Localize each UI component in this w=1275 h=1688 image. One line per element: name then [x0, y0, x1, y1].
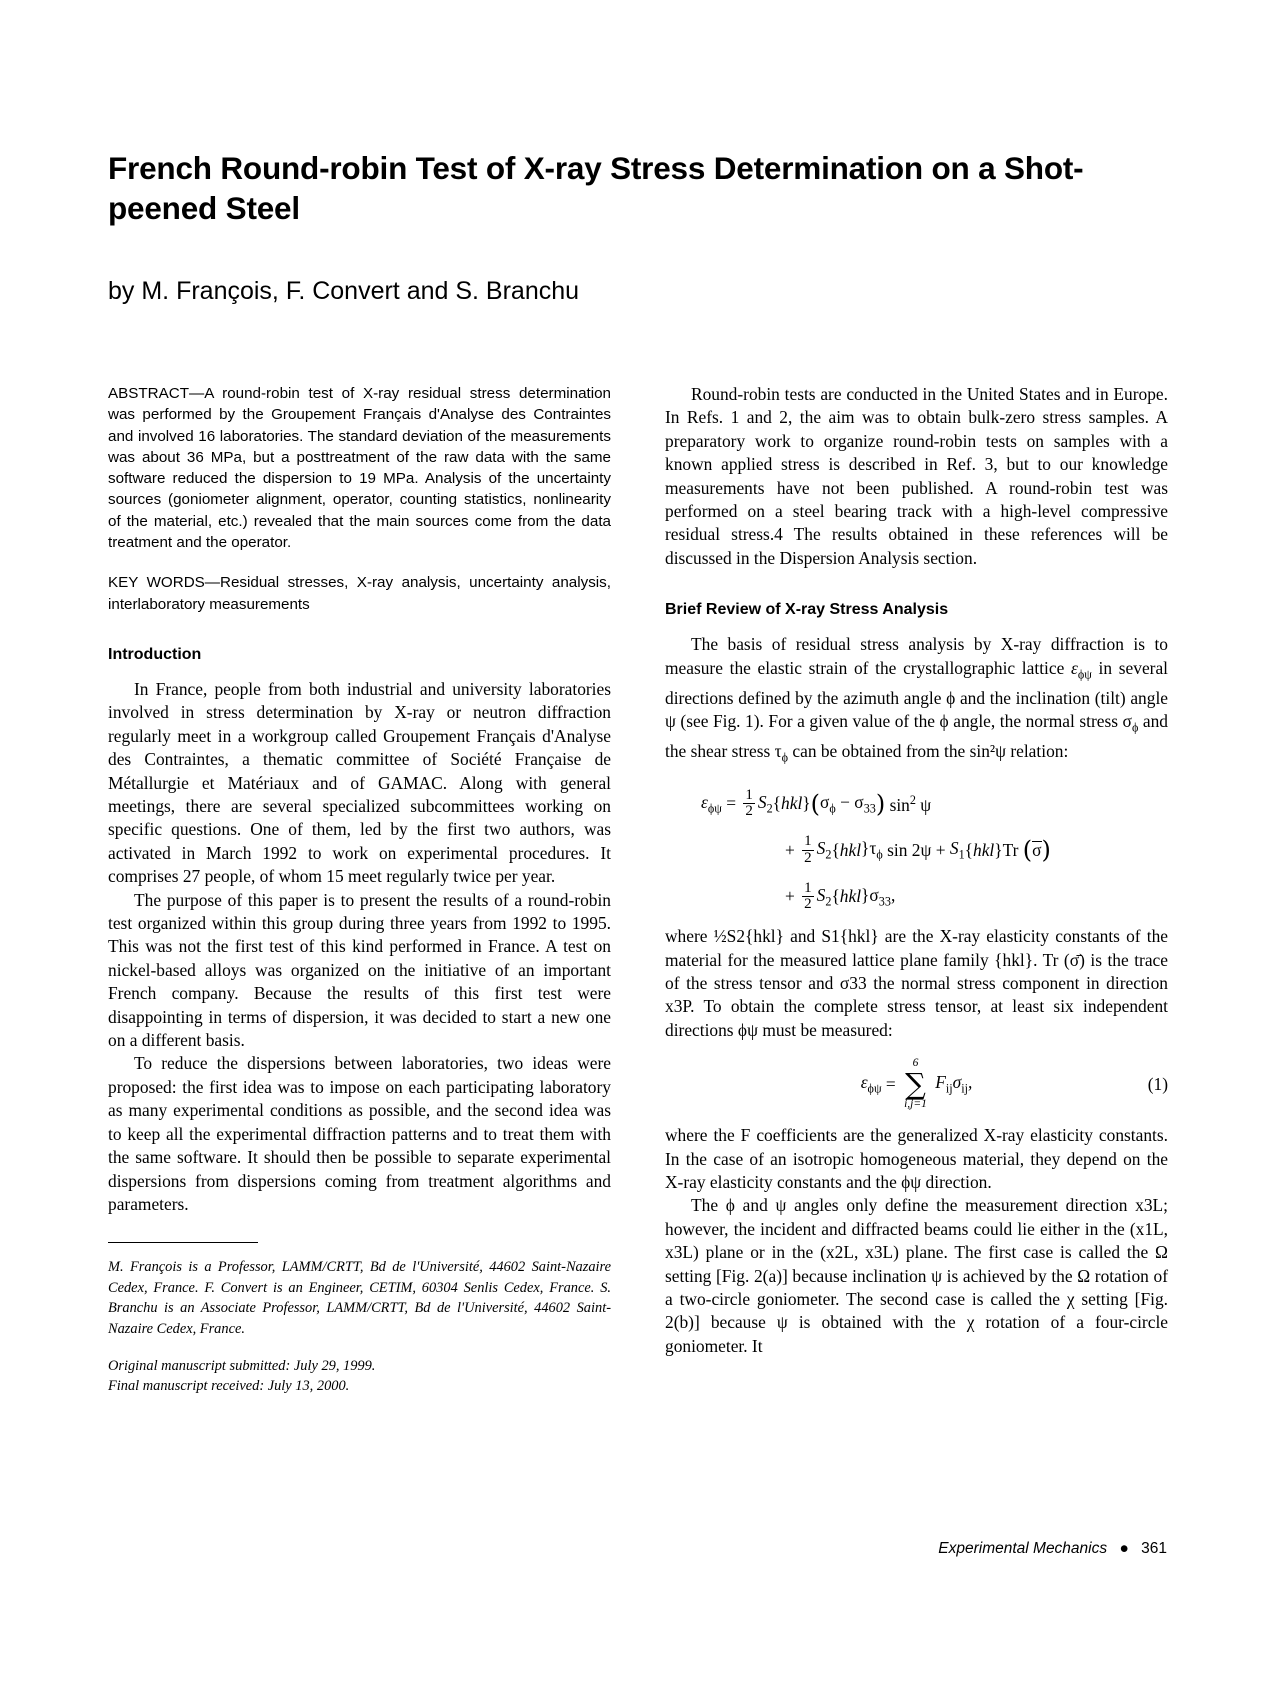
section-heading-introduction: Introduction: [108, 645, 202, 663]
intro-paragraph-2: The purpose of this paper is to present the results of a round-robin test organized within this group during three years from 1992 to 1995. This was not the first test of this kind performed in France. A test on nickel-based alloys was organized on the initiative of an important French company. Because the results of this first test were disappointing in terms of dispersion, it was decided to start a new one on a different basis.: [108, 889, 611, 1051]
footer-bullet-icon: ●: [1119, 1540, 1129, 1557]
sub-phi-2: ϕ: [781, 750, 789, 765]
keywords-paragraph: KEY WORDS—Residual stresses, X-ray analysis, uncertainty analysis, interlaboratory measurements: [108, 574, 611, 613]
last-paragraph: The ϕ and ψ angles only define the measurement direction x3L; however, the incident and diffracted beams could lie either in the (x1L, x3L) plane or in the (x2L, x3L) plane. The first case is called the Ω setting [Fig. 2(a)] because inclination ψ is achieved by the Ω rotation of a two-circle goniometer. The second case is called the χ setting [Fig. 2(b)] because ψ is obtained with the χ rotation of a four-circle goniometer. It: [665, 1195, 1168, 1356]
two-column-body: [108, 383, 1168, 1397]
author-byline: by M. François, F. Convert and S. Branchu: [108, 277, 580, 305]
footnote-divider: [108, 1242, 258, 1243]
review-text-b: in several directions defined by the azimuth angle ϕ and the inclination (tilt) angle ψ (see Fig. 1). For a given value of the ϕ angle, the normal stress σ: [665, 657, 1169, 731]
page-footer: [108, 1540, 1167, 1558]
equation-line-3: + $\frac{1}{2}$ $S_2$ { hkl }$\sigma_{33}$,: [785, 879, 896, 913]
intro-paragraph-1: In France, people from both industrial and university laboratories involved in stress determination by X-ray or neutron diffraction regularly meet in a workgroup called Groupement Français d'Analyse des Contraintes, a thematic committee of Société Française de Métallurgie et Matériaux and of GAMAC. Along with general meetings, there are several specialized subcommittees working on specific questions. One of them, led by the first two authors, was activated in March 1992 to work on experimental procedures. It comprises 27 people, of whom 15 meet regularly twice per year.: [108, 678, 611, 887]
right-paragraph-1: Round-robin tests are conducted in the United States and in Europe. In Refs. 1 and 2, the aim was to obtain bulk-zero stress samples. A preparatory work to organize round-robin tests on samples with a known applied stress is described in Ref. 3, but to our knowledge measurements have not been published. A round-robin test was performed on a steel bearing track with a high-level compressive residual stress.4 The results obtained in these references will be discussed in the Dispersion Analysis section.: [665, 384, 1168, 568]
right-column: [665, 383, 1168, 1397]
footnote-received: Final manuscript received: July 13, 2000.: [108, 1378, 350, 1395]
footnote-affiliation: M. François is a Professor, LAMM/CRTT, Bd de l'Université, 44602 Saint-Nazaire Cedex, France. F. Convert is an Engineer, CETIM, 60304 Senlis Cedex, France. S. Branchu is an Associate Professor, LAMM/CRTT, Bd de l'Université, 44602 Saint-Nazaire Cedex, France.: [108, 1259, 611, 1337]
equation-line-1: $\varepsilon_{\phi\psi}$ = $\frac{1}{2}$ $S_2$ { hkl } ( $\sigma_\phi - \sigma_{33}$ ) $\sin^2 \psi$: [701, 786, 932, 820]
page-content: [108, 148, 1168, 1397]
after-equation1-paragraph: where the F coefficients are the generalized X-ray elasticity constants. In the case of an isotropic homogeneous material, they depend on the X-ray elasticity constants and the ϕψ direction.: [665, 1125, 1168, 1193]
equation-1: $\varepsilon_{\phi\psi}$ = 6 ∑ i,j=1 $F_{ij}\sigma_{ij}$, (1): [860, 1057, 1168, 1110]
equation-number: (1): [1147, 1073, 1168, 1094]
footer-journal-name: Experimental Mechanics: [938, 1540, 1108, 1557]
intro-paragraph-3: To reduce the dispersions between laboratories, two ideas were proposed: the first idea was to impose on each participating laboratory as many experimental conditions as possible, and the second idea was to keep all the experimental diffraction patterns and to treat them with the same software. It should then be possible to separate experimental dispersions from dispersions coming from treatment algorithms and parameters.: [108, 1053, 611, 1214]
left-column: [108, 383, 611, 1397]
footer-page-number: 361: [1141, 1540, 1167, 1557]
abstract-paragraph: ABSTRACT—A round-robin test of X-ray residual stress determination was performed by the Groupement Français d'Analyse des Contraintes and involved 16 laboratories. The standard deviation of the measurements was about 36 MPa, but a posttreatment of the raw data with the same software reduced the dispersion to 19 MPa. Analysis of the uncertainty sources (goniometer alignment, operator, counting statistics, nonlinearity of the material, etc.) revealed that the main sources come from the data treatment and the operator.: [108, 385, 611, 552]
review-text-c: and the shear stress τ: [665, 710, 1168, 761]
section-heading-review: Brief Review of X-ray Stress Analysis: [665, 601, 949, 619]
inline-math-epsilon: $\varepsilon_{\phi\psi}$: [1070, 657, 1092, 682]
sub-phi: ϕ: [1131, 720, 1139, 735]
review-paragraph-1: [665, 633, 1168, 769]
equation-sin2psi: [665, 788, 1168, 914]
review-text-a: The basis of residual stress analysis by X-ray diffraction is to measure the elastic strain of the crystallographic lattice: [665, 634, 1168, 678]
review-text-d: can be obtained from the sin²ψ relation:: [788, 740, 1069, 761]
page-title: French Round-robin Test of X-ray Stress Determination on a Shot-peened Steel: [108, 150, 1084, 226]
equation-line-2: + $\frac{1}{2}$ $S_2$ { hkl }$\tau_\phi$ sin 2ψ + $S_1$ { hkl }Tr ( σ ): [785, 833, 1051, 866]
after-equation-paragraph: where ½S2{hkl} and S1{hkl} are the X-ray elasticity constants of the material for the measured lattice plane family {hkl}. Tr (σ̄) is the trace of the stress tensor and σ33 the normal stress component in direction x3P. To obtain the complete stress tensor, at least six independent directions ϕψ must be measured:: [665, 926, 1168, 1040]
footnote-submitted: Original manuscript submitted: July 29, 1999.: [108, 1357, 376, 1374]
